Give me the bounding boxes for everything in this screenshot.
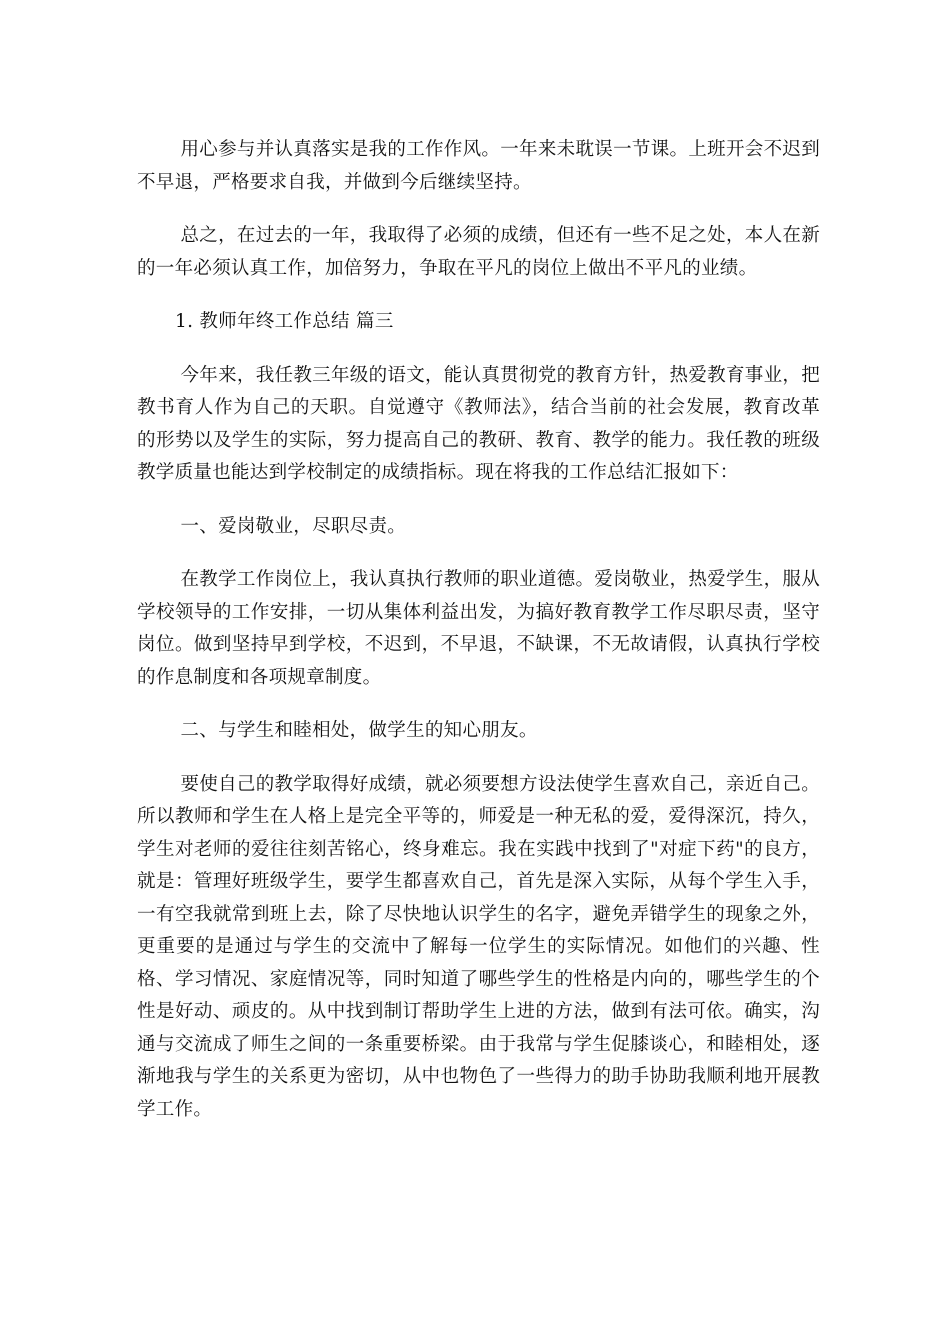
numbered-heading: 1. 教师年终工作总结 篇三 (175, 311, 394, 332)
paragraph-section-1: 在教学工作岗位上，我认真执行教师的职业道德。爱岗敬业，热爱学生，服从学校领导的工作安排，一切从集体利益出发，为搞好教育教学工作尽职尽责，坚守岗位。做到坚持早到学校，不迟到，不早退，不缺课，不无故请假，认真执行学校的作息制度和各项规章制度。 (137, 569, 820, 688)
section-heading-1: 一、爱岗敬业，尽职尽责。 (180, 515, 407, 537)
paragraph-intro: 今年来，我任教三年级的语文，能认真贯彻党的教育方针，热爱教育事业，把教书育人作为自己的天职。自觉遵守《教师法》，结合当前的社会发展，教育改革的形势以及学生的实际，努力提高自己的教研、教育、教学的能力。我任教的班级教学质量也能达到学校制定的成绩指标。现在将我的工作总结汇报如下： (137, 364, 820, 483)
section-heading-2: 二、与学生和睦相处，做学生的知心朋友。 (180, 720, 538, 741)
paragraph-section-2: 要使自己的教学取得好成绩，就必须要想方设法使学生喜欢自己，亲近自己。所以教师和学生在人格上是完全平等的，师爱是一种无私的爱，爱得深沉，持久，学生对老师的爱往往刻苦铭心，终身难忘。我在实践中找到了"对症下药"的良方，就是：管理好班级学生，要学生都喜欢自己，首先是深入实际，从每个学生入手，一有空我就常到班上去，除了尽快地认识学生的名字，避免弄错学生的现象之外，更重要的是通过与学生的交流中了解每一位学生的实际情况。如他们的兴趣、性格、学习情况、家庭情况等，同时知道了哪些学生的性格是内向的，哪些学生的个性是好动、顽皮的。从中找到制订帮助学生上进的方法，做到有法可依。确实，沟通与交流成了师生之间的一条重要桥梁。由于我常与学生促膝谈心，和睦相处，逐渐地我与学生的关系更为密切，从中也物色了一些得力的助手协助我顺利地开展教学工作。 (137, 773, 820, 1120)
paragraph-summary: 总之，在过去的一年，我取得了必须的成绩，但还有一些不足之处，本人在新的一年必须认真工作，加倍努力，争取在平凡的岗位上做出不平凡的业绩。 (137, 225, 820, 279)
paragraph-work-style: 用心参与并认真落实是我的工作作风。一年来未耽误一节课。上班开会不迟到不早退，严格要求自我，并做到今后继续坚持。 (137, 139, 820, 193)
